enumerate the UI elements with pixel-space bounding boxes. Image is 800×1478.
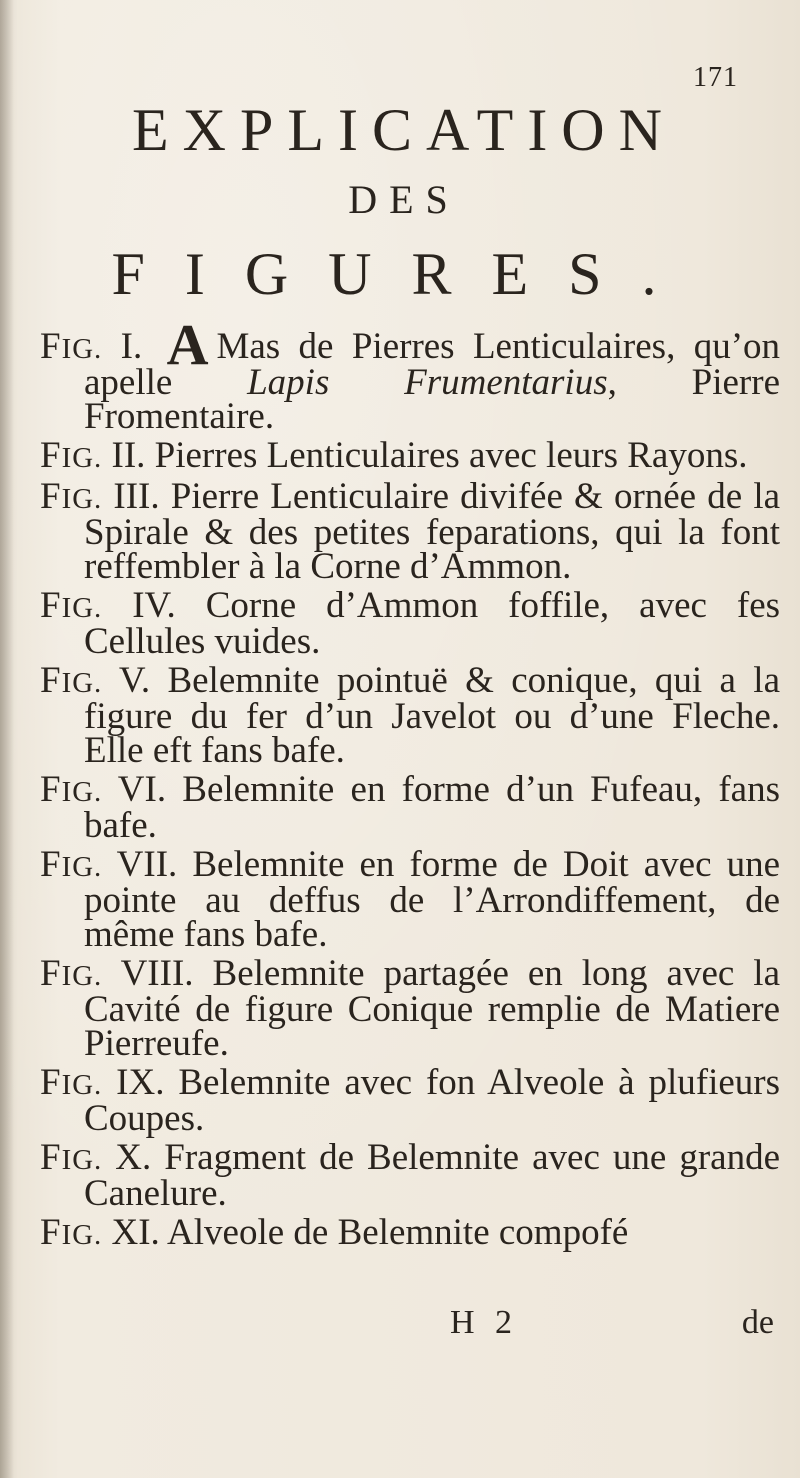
entry-text: Alveole de Belemnite compofé bbox=[167, 1212, 629, 1253]
fig-numeral: I. bbox=[120, 326, 143, 367]
fig-label: FIG. bbox=[40, 1212, 103, 1253]
entry-text: Fragment de Belemnite avec une grande Canelure. bbox=[84, 1137, 780, 1214]
entry-text: Corne d’Ammon foffile, avec fes Cellules vuides. bbox=[84, 585, 781, 662]
drop-capital: A bbox=[166, 312, 209, 377]
fig-numeral: III. bbox=[113, 476, 160, 517]
fig-label: FIG. bbox=[40, 1062, 103, 1103]
fig-label: FIG. bbox=[40, 435, 103, 476]
fig-label: FIG. bbox=[40, 953, 103, 994]
fig-numeral: VIII. bbox=[120, 953, 194, 994]
figure-entry-10 bbox=[38, 1137, 780, 1214]
fig-label: FIG. bbox=[40, 769, 103, 810]
page-number: 171 bbox=[693, 62, 738, 93]
figure-entry-5 bbox=[38, 660, 780, 771]
figure-entry-6 bbox=[38, 769, 780, 846]
entry-text: Belemnite pointuë & conique, qui a la figure du fer d’un Javelot ou d’une Fleche. Elle eft fans bafe. bbox=[84, 660, 780, 771]
figure-entries bbox=[38, 312, 781, 1257]
entry-text: Pierres Lenticulaires avec leurs Rayons. bbox=[154, 435, 748, 476]
entry-text: Belemnite en forme de Doit avec une pointe au deffus de l’Arrondiffement, de même fans bafe. bbox=[84, 844, 780, 955]
entry-text: Belemnite avec fon Alveole à plufieurs Coupes. bbox=[84, 1062, 781, 1139]
fig-numeral: X. bbox=[115, 1137, 152, 1178]
catchword: de bbox=[741, 1304, 774, 1341]
fig-label: FIG. bbox=[40, 844, 103, 885]
figure-entry-2 bbox=[38, 435, 780, 476]
fig-label: FIG. bbox=[40, 660, 103, 701]
figure-entry-7 bbox=[38, 844, 780, 955]
fig-numeral: IV. bbox=[132, 585, 176, 626]
page-subtitle: DES bbox=[348, 177, 460, 222]
fig-label: FIG. bbox=[40, 585, 103, 626]
figure-entry-1 bbox=[38, 312, 781, 437]
figure-entry-8 bbox=[38, 953, 780, 1064]
fig-label: FIG. bbox=[40, 326, 103, 367]
figure-entry-9 bbox=[38, 1062, 781, 1139]
fig-label: FIG. bbox=[40, 476, 103, 517]
figure-entry-11 bbox=[38, 1212, 780, 1253]
entry-text: Mas de Pierres Lenticulaires, qu’on apelle bbox=[84, 326, 781, 403]
fig-numeral: VII. bbox=[116, 844, 178, 885]
signature-mark: H 2 bbox=[450, 1304, 519, 1341]
fig-numeral: VI. bbox=[117, 769, 167, 810]
entry-text: Belemnite partagée en long avec la Cavité de figure Conique remplie de Matiere Pierreufe. bbox=[84, 953, 780, 1064]
page-title: EXPLICATION bbox=[132, 97, 676, 163]
entry-italic-text: Lapis Frumentarius bbox=[247, 362, 608, 403]
fig-numeral: XI. bbox=[111, 1212, 160, 1253]
entry-text: Pierre Lenticulaire divifée & ornée de la Spirale & des petites feparations, qui la font reffembler à la Corne d’Ammon. bbox=[84, 476, 781, 587]
fig-numeral: V. bbox=[118, 660, 151, 701]
entry-text: Belemnite en forme d’un Fufeau, fans bafe. bbox=[84, 769, 780, 846]
entry-text-end: , Pierre Fromentaire. bbox=[84, 362, 780, 437]
fig-numeral: IX. bbox=[116, 1062, 165, 1103]
figure-entry-4 bbox=[38, 585, 781, 662]
page-subtitle-figures: FIGURES. bbox=[111, 241, 697, 307]
gutter-shadow bbox=[0, 0, 14, 1478]
fig-label: FIG. bbox=[40, 1137, 103, 1178]
figure-entry-3 bbox=[38, 476, 781, 587]
fig-numeral: II. bbox=[111, 435, 146, 476]
